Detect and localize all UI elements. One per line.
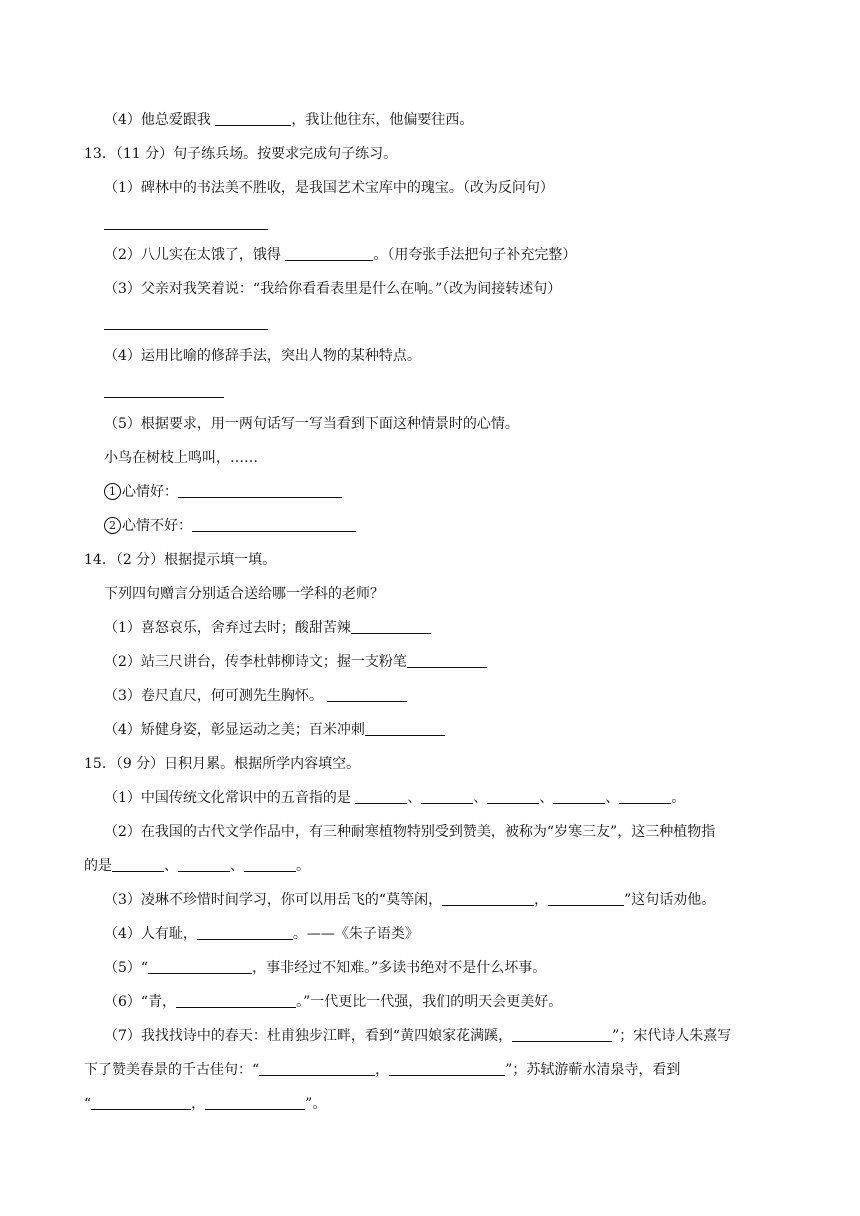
q15-sub7-text-e: “ (84, 1096, 92, 1112)
q15-sub6-text-b: 。”一代更比一代强，我们的明天会更美好。 (296, 994, 563, 1010)
separator: 、 (605, 790, 620, 806)
separator: ， (375, 1062, 390, 1078)
question-number: 13． (84, 146, 116, 162)
separator: 、 (539, 790, 554, 806)
answer-blank[interactable] (91, 1094, 191, 1110)
question-text: （11 分）句子练兵场。按要求完成句子练习。 (115, 146, 398, 162)
q15-sub7-line2 (84, 1060, 680, 1080)
answer-blank[interactable] (215, 110, 291, 126)
q15-sub2-line1: （2）在我国的古代文学作品中，有三种耐寒植物特别受到赞美，被称为“岁寒三友”，这三种植物指 (104, 824, 716, 840)
q15-sub7-text-c: 下了赞美春景的千古佳句：“ (84, 1062, 260, 1078)
end-mark: 。 (296, 858, 310, 874)
q13-sub2-text-b: 。（用夸张手法把句子补充完整） (373, 247, 577, 263)
answer-blank[interactable] (178, 482, 342, 498)
q13-sub4: （4）运用比喻的修辞手法，突出人物的某种特点。 (104, 348, 421, 364)
q15-sub1 (104, 788, 685, 808)
q14-sub4-text: （4）矫健身姿，彰显运动之美；百米冲刺 (104, 722, 365, 738)
q13-sub3: （3）父亲对我笑着说：“我给你看看表里是什么在响。”（改为间接转述句） (104, 281, 562, 297)
q15-sub4-text-b: 。——《朱子语类》 (292, 926, 419, 942)
q13-sub2 (104, 245, 576, 265)
answer-blank[interactable] (512, 1026, 612, 1042)
q13-sub1: （1）碑林中的书法美不胜收，是我国艺术宝库中的瑰宝。（改为反问句） (104, 180, 554, 196)
answer-blank[interactable] (327, 686, 407, 702)
q15-sub4 (104, 924, 419, 944)
answer-blank[interactable] (487, 788, 539, 804)
q13-sub5: （5）根据要求，用一两句话写一写当看到下面这种情景时的心情。 (104, 416, 519, 432)
q15-sub7-text-d: ”；苏轼游蕲水清泉寺，看到 (505, 1062, 681, 1078)
answer-line[interactable] (104, 229, 268, 230)
answer-blank[interactable] (192, 516, 356, 532)
answer-blank[interactable] (407, 652, 487, 668)
question-number: 14． (84, 552, 116, 568)
answer-blank[interactable] (244, 856, 296, 872)
q15-sub6-text-a: （6）“青， (104, 994, 177, 1010)
answer-line[interactable] (104, 329, 268, 330)
question-text: （9 分）日积月累。根据所学内容填空。 (115, 756, 361, 772)
q13-scene: 小鸟在树枝上鸣叫，…… (104, 450, 258, 466)
circled-number-1: 1 (104, 483, 121, 500)
q15-sub3 (104, 890, 715, 910)
answer-blank[interactable] (548, 890, 624, 906)
q14-sub1-text: （1）喜怒哀乐，舍弃过去时；酸甜苦辣 (104, 620, 351, 636)
q14-sub4 (104, 720, 445, 740)
q13-choice1 (104, 482, 342, 502)
answer-blank[interactable] (205, 1094, 305, 1110)
question-number: 15． (84, 756, 116, 772)
answer-blank[interactable] (355, 788, 407, 804)
answer-blank[interactable] (259, 1060, 375, 1076)
q14-sub2-text: （2）站三尺讲台，传李杜韩柳诗文；握一支粉笔 (104, 654, 407, 670)
circled-number-2: 2 (104, 517, 121, 534)
answer-blank[interactable] (178, 856, 230, 872)
q15-sub7-text-b: ”；宋代诗人朱熹写 (612, 1028, 732, 1044)
q15-sub2-text: 的是 (84, 858, 112, 874)
answer-blank[interactable] (365, 720, 445, 736)
answer-blank[interactable] (148, 958, 252, 974)
q15-sub4-text-a: （4）人有耻， (104, 926, 197, 942)
q13-choice2 (104, 516, 356, 536)
separator: 、 (407, 790, 422, 806)
answer-blank[interactable] (553, 788, 605, 804)
answer-blank[interactable] (285, 245, 373, 261)
answer-blank[interactable] (176, 992, 296, 1008)
q14-sub3-text: （3）卷尺直尺，何可测先生胸怀。 (104, 688, 328, 704)
q15-heading (84, 754, 360, 774)
q15-sub5-text-a: （5）“ (104, 960, 149, 976)
q13-heading (84, 144, 397, 164)
choice-label: 心情不好： (122, 518, 192, 534)
separator: 、 (164, 858, 178, 874)
answer-blank[interactable] (442, 890, 534, 906)
q15-sub5 (104, 958, 546, 978)
q14-intro: 下列四句赠言分别适合送给哪一学科的老师？ (104, 586, 384, 602)
answer-blank[interactable] (421, 788, 473, 804)
q15-sub1-text: （1）中国传统文化常识中的五音指的是 (104, 790, 356, 806)
answer-blank[interactable] (112, 856, 164, 872)
q13-sub2-text-a: （2）八儿实在太饿了，饿得 (104, 247, 286, 263)
q14-sub3 (104, 686, 407, 706)
separator: ， (534, 892, 549, 908)
q15-sub7-text-f: ”。 (305, 1096, 327, 1112)
separator: 、 (473, 790, 488, 806)
answer-blank[interactable] (197, 924, 293, 940)
separator: 、 (230, 858, 244, 874)
q15-sub3-text-a: （3）凌琳不珍惜时间学习，你可以用岳飞的“莫等闲， (104, 892, 443, 908)
end-mark: 。 (671, 790, 686, 806)
q14-heading (84, 550, 276, 570)
q15-sub5-text-b: ，事非经过不知难。”多读书绝对不是什么坏事。 (252, 960, 547, 976)
separator: ， (191, 1096, 206, 1112)
q14-sub1 (104, 618, 431, 638)
q12-sub4-text-b: ，我让他往东，他偏要往西。 (291, 112, 474, 128)
answer-blank[interactable] (619, 788, 671, 804)
q15-sub2-line2 (84, 856, 310, 876)
q15-sub6 (104, 992, 562, 1012)
q12-sub4-text-a: （4）他总爱跟我 (104, 112, 216, 128)
q15-sub7-text-a: （7）我找找诗中的春天：杜甫独步江畔，看到“黄四娘家花满蹊， (104, 1028, 513, 1044)
question-text: （2 分）根据提示填一填。 (115, 552, 277, 568)
answer-line[interactable] (104, 397, 224, 398)
q15-sub3-text-b: ”这句话劝他。 (624, 892, 716, 908)
choice-label: 心情好： (122, 484, 178, 500)
answer-blank[interactable] (351, 618, 431, 634)
q14-sub2 (104, 652, 487, 672)
answer-blank[interactable] (389, 1060, 505, 1076)
q15-sub7-line1 (104, 1026, 731, 1046)
q12-sub4 (104, 110, 473, 130)
q15-sub7-line3 (84, 1094, 326, 1114)
